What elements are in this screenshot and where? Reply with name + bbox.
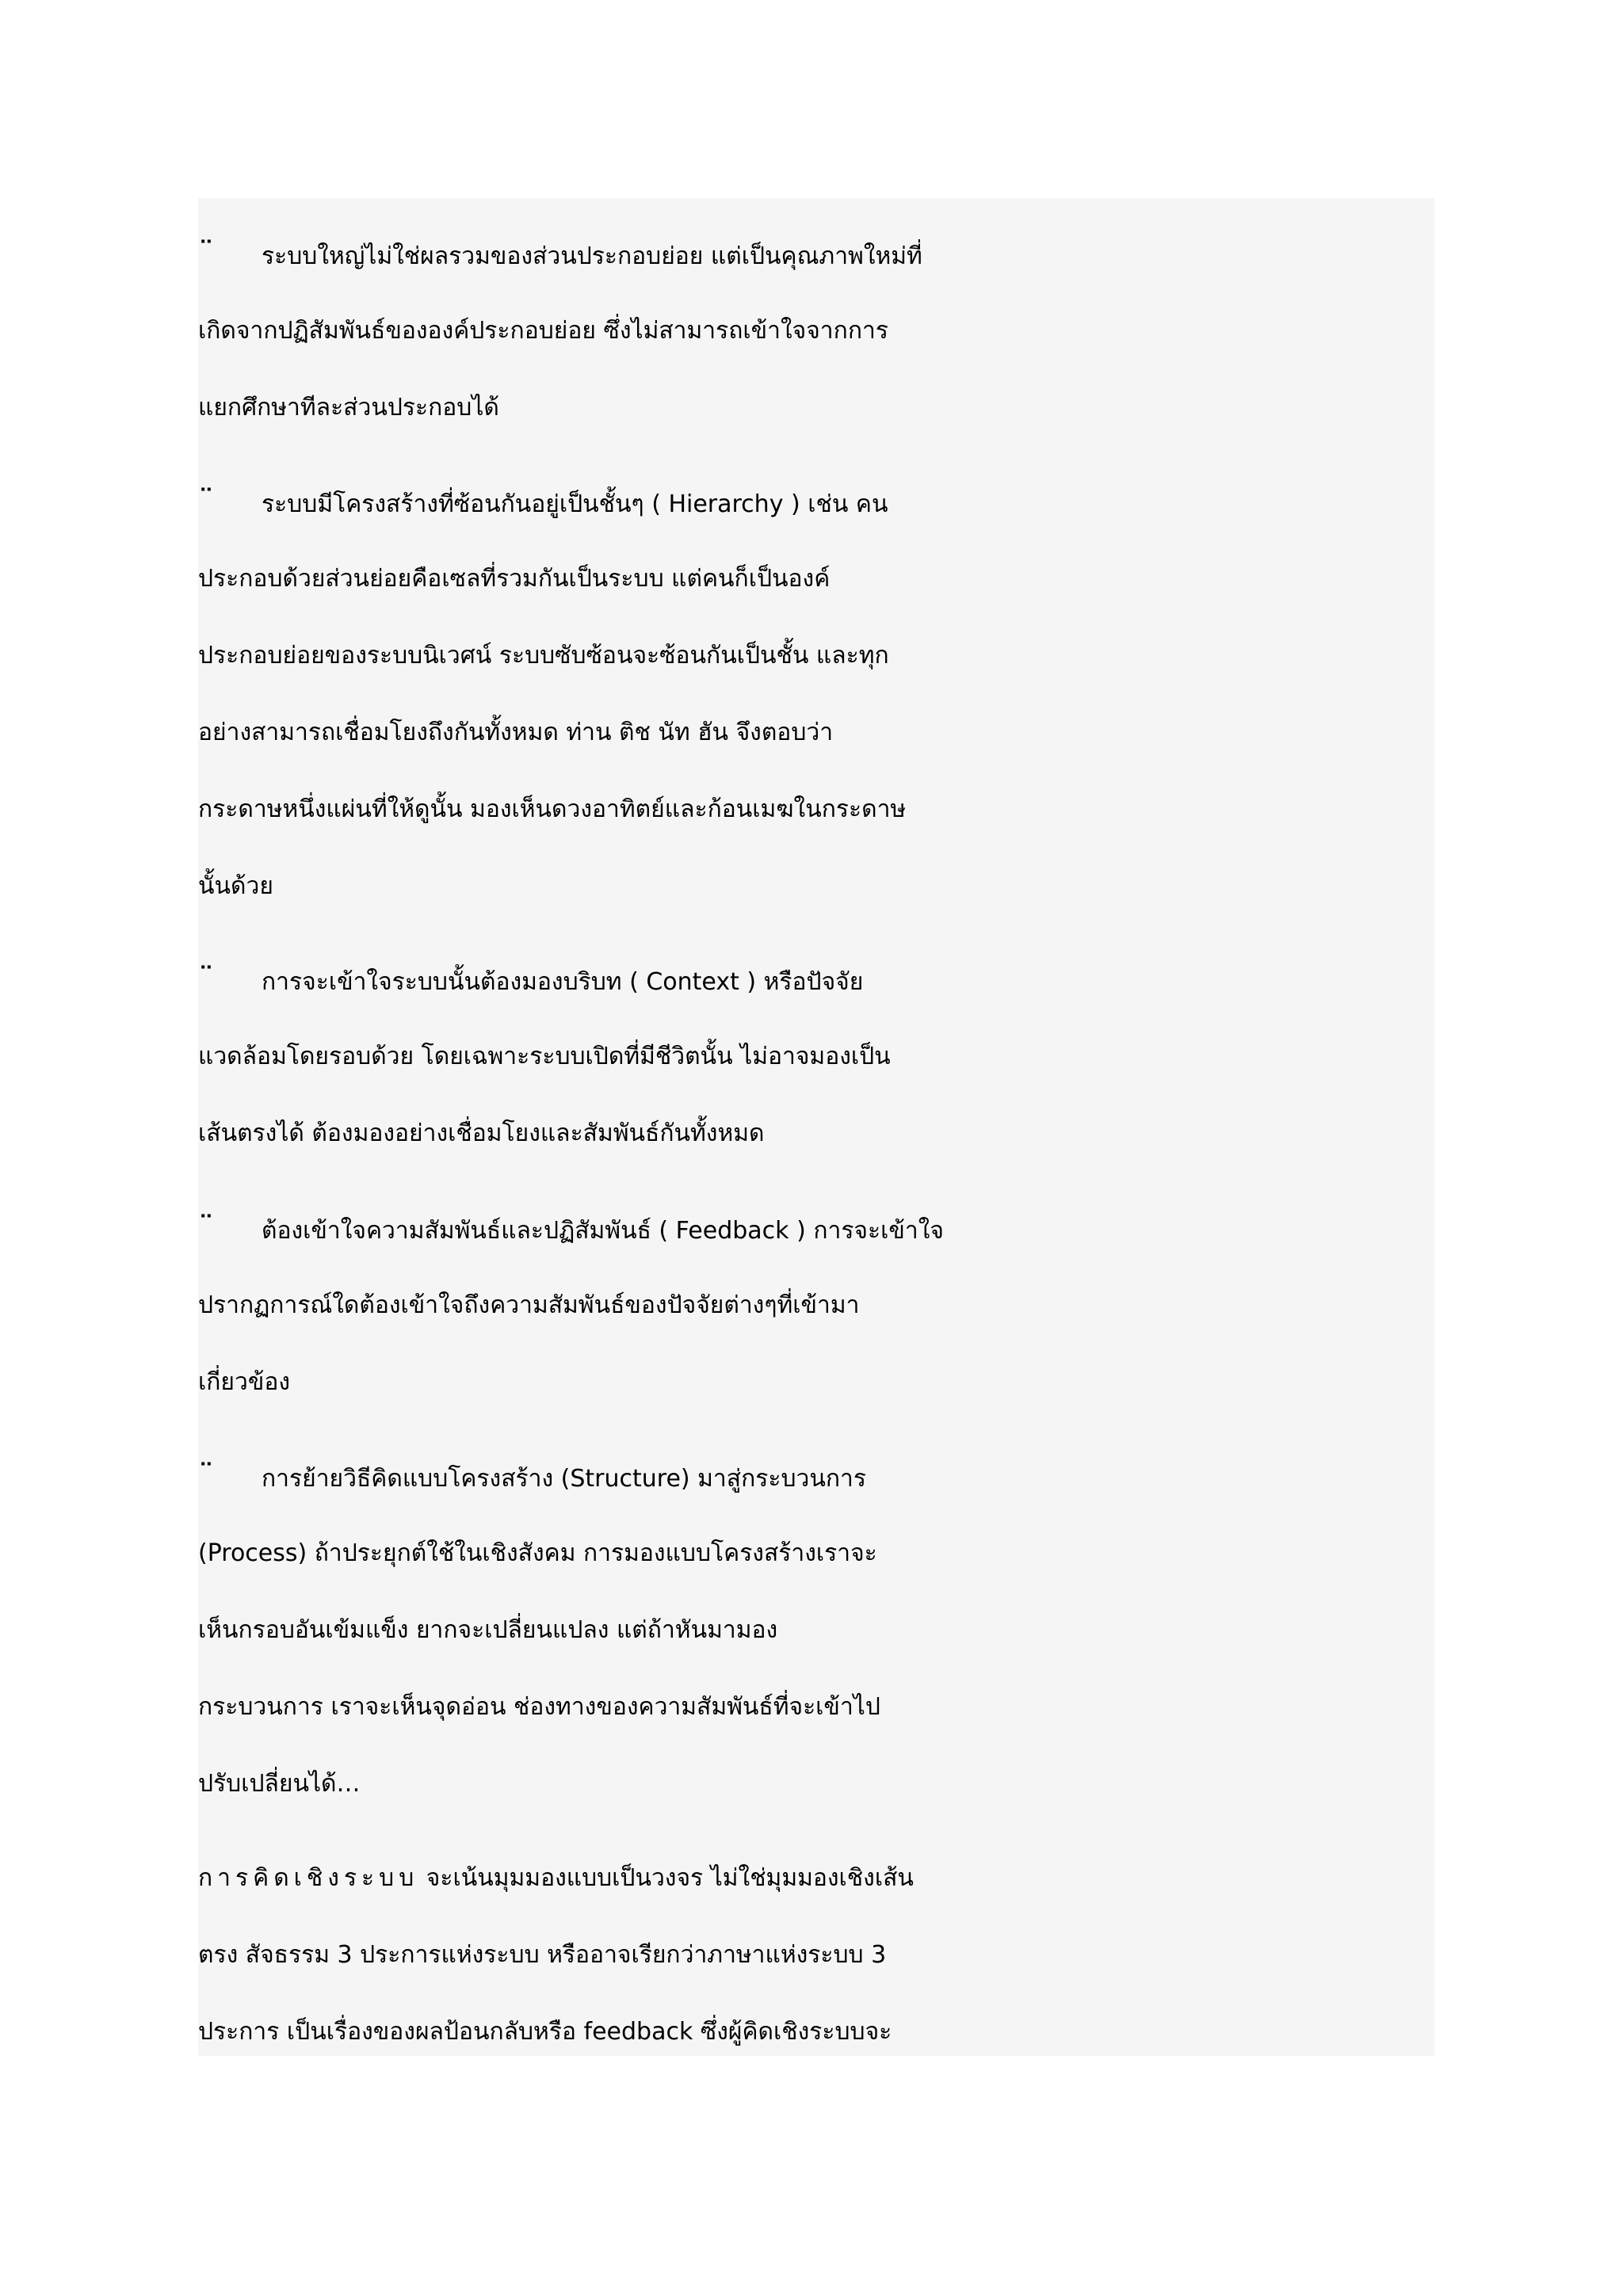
paragraph-2-line-2: ประกอบด้วยส่วนย่อยคือเซลที่รวมกันเป็นระบบ แต่คนก็เป็นองค์ — [198, 565, 831, 593]
paragraph-1-line-2: เกิดจากปฏิสัมพันธ์ขององค์ประกอบย่อย ซึ่งไม่สามารถเข้าใจจากการ — [198, 317, 888, 345]
paragraph-2-line-1: ระบบมีโครงสร้างที่ซ้อนกันอยู่เป็นชั้นๆ ( Hierarchy ) เช่น คน — [262, 490, 888, 518]
bullet-icon: ¨ — [198, 1210, 214, 1246]
paragraph-4-line-2: ปรากฏการณ์ใดต้องเข้าใจถึงความสัมพันธ์ของปัจจัยต่างๆที่เข้ามา — [198, 1291, 860, 1319]
bullet-paragraph-4 — [198, 1190, 1434, 1421]
bullet-icon: ¨ — [198, 235, 214, 272]
paragraph-5-line-4: กระบวนการ เราจะเห็นจุดอ่อน ช่องทางของความสัมพันธ์ที่จะเข้าไป — [198, 1693, 880, 1721]
closing-line-1: จะเน้นมุมมองแบบเป็นวงจร ไม่ใช่มุมมองเชิงเส้น — [418, 1864, 914, 1892]
paragraph-4-line-3: เกี่ยวข้อง — [198, 1368, 291, 1396]
closing-line-2: ตรง สัจธรรม 3 ประการแห่งระบบ หรืออาจเรียกว่าภาษาแห่งระบบ 3 — [198, 1941, 887, 1969]
bullet-icon: ¨ — [198, 483, 214, 520]
paragraph-1-line-3: แยกศึกษาทีละส่วนประกอบได้ — [198, 394, 499, 421]
bullet-paragraph-3 — [198, 941, 1434, 1172]
bullet-paragraph-5 — [198, 1438, 1434, 1822]
paragraph-3-line-2: แวดล้อมโดยรอบด้วย โดยเฉพาะระบบเปิดที่มีชีวิตนั้น ไม่อาจมองเป็น — [198, 1043, 891, 1070]
paragraph-2-line-5: กระดาษหนึ่งแผ่นที่ให้ดูนั้น มองเห็นดวงอาทิตย์และก้อนเมฆในกระดาษ — [198, 795, 907, 823]
closing-paragraph — [198, 1840, 1434, 2070]
paragraph-2-line-3: ประกอบย่อยของระบบนิเวศน์ ระบบซับซ้อนจะซ้อนกันเป็นชั้น และทุก — [198, 642, 889, 669]
paragraph-2-line-6: นั้นด้วย — [198, 872, 273, 900]
bullet-icon: ¨ — [198, 961, 214, 997]
bullet-icon: ¨ — [198, 1458, 214, 1494]
paragraph-5-line-3: เห็นกรอบอันเข้มแข็ง ยากจะเปลี่ยนแปลง แต่ถ้าหันมามอง — [198, 1616, 778, 1644]
paragraph-1-line-1: ระบบใหญ่ไม่ใช่ผลรวมของส่วนประกอบย่อย แต่เป็นคุณภาพใหม่ที่ — [262, 242, 922, 270]
paragraph-5-line-1: การย้ายวิธีคิดแบบโครงสร้าง (Structure) มาสู่กระบวนการ — [262, 1465, 866, 1493]
closing-line-3: ประการ เป็นเรื่องของผลป้อนกลับหรือ feedback ซึ่งผู้คิดเชิงระบบจะ — [198, 2018, 892, 2046]
paragraph-3-line-3: เส้นตรงได้ ต้องมองอย่างเชื่อมโยงและสัมพันธ์กันทั้งหมด — [198, 1119, 765, 1147]
paragraph-2-line-4: อย่างสามารถเชื่อมโยงถึงกันทั้งหมด ท่าน ติช นัท ฮัน จึงตอบว่า — [198, 719, 834, 746]
paragraph-3-line-1: การจะเข้าใจระบบนั้นต้องมองบริบท ( Context ) หรือปัจจัย — [262, 968, 864, 996]
paragraph-4-line-1: ต้องเข้าใจความสัมพันธ์และปฏิสัมพันธ์ ( Feedback ) การจะเข้าใจ — [262, 1217, 944, 1245]
paragraph-5-line-2: (Process) ถ้าประยุกต์ใช้ในเชิงสังคม การมองแบบโครงสร้างเราจะ — [198, 1539, 877, 1567]
paragraph-5-line-5: ปรับเปลี่ยนได้… — [198, 1770, 361, 1798]
closing-first-words: การคิดเชิงระบบ — [198, 1864, 419, 1892]
bullet-paragraph-2 — [198, 463, 1434, 925]
document-text-block — [198, 198, 1434, 2056]
bullet-paragraph-1 — [198, 215, 1434, 446]
